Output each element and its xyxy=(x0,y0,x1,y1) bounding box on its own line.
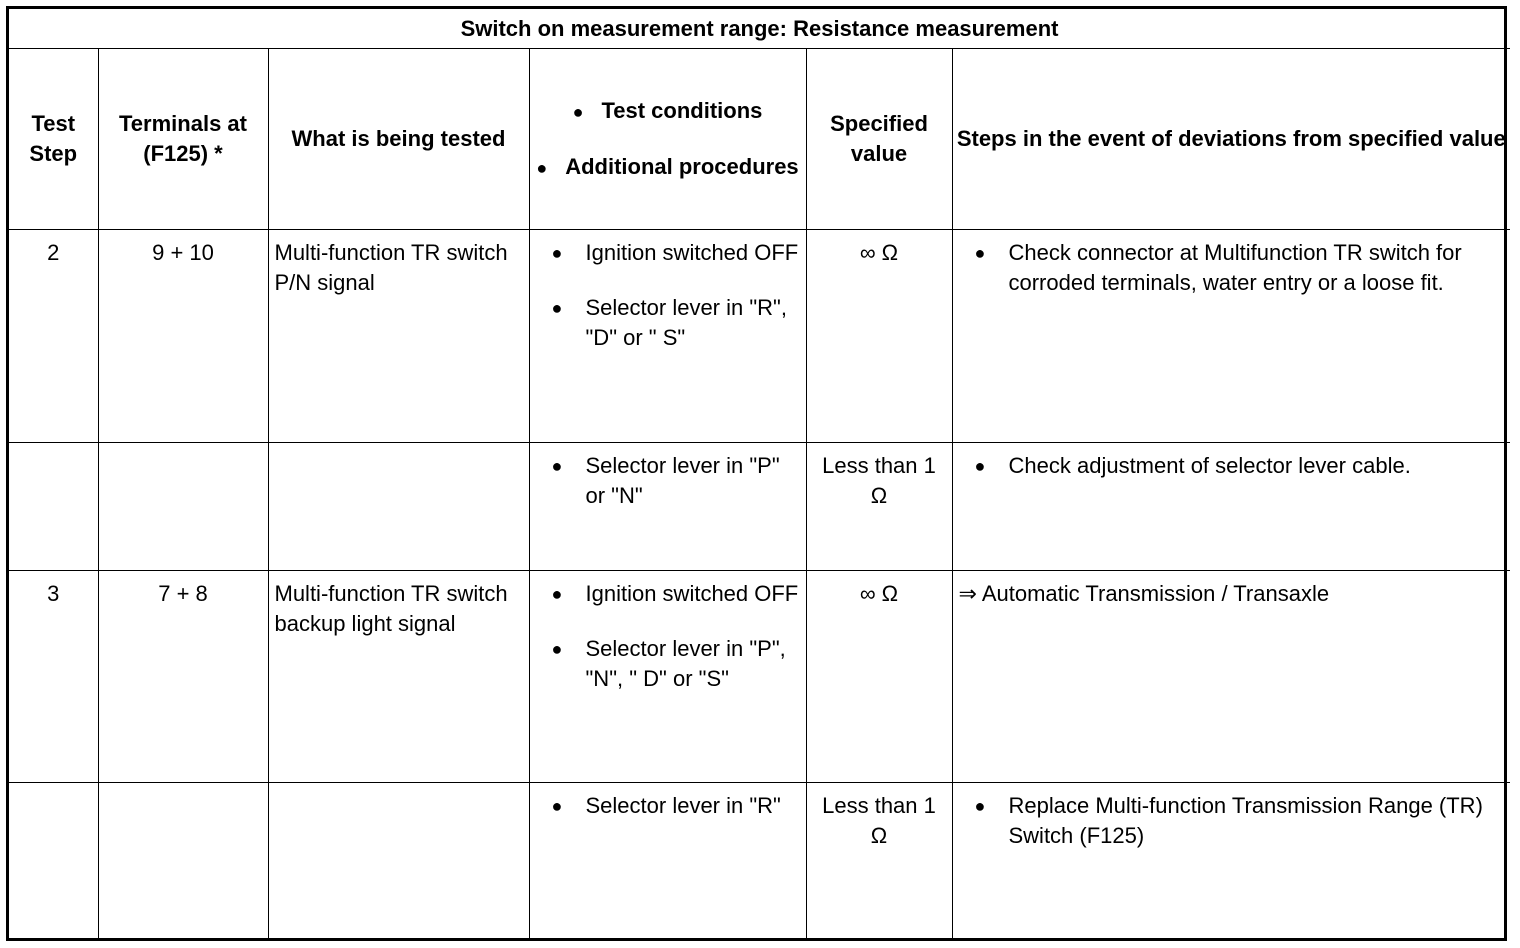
cell-value: ∞ Ω xyxy=(859,240,899,265)
header-steps-deviation: Steps in the event of deviations from specified value xyxy=(952,49,1510,230)
header-specified-value: Specified value xyxy=(806,49,952,230)
cell-value: Less than 1 Ω xyxy=(822,453,936,508)
cell-step xyxy=(9,783,98,791)
condition-item: ● Selector lever in "P" or "N" xyxy=(536,451,800,511)
header-row xyxy=(9,49,1510,230)
condition-item: ● Ignition switched OFF xyxy=(536,238,800,268)
step-item: ● Replace Multi-function Transmission Range (TR) Switch (F125) xyxy=(959,791,1505,851)
cell-terminals xyxy=(99,783,268,791)
cell-tested: Multi-function TR switch P/N signal xyxy=(274,240,508,295)
table-row xyxy=(9,443,1510,571)
cell-step xyxy=(9,443,98,451)
bullet-icon: ● xyxy=(536,157,548,178)
step-item: ● Check connector at Multifunction TR switch for corroded terminals, water entry or a loose fit. xyxy=(959,238,1505,298)
condition-item: ● Selector lever in "P", "N", " D" or "S" xyxy=(536,634,800,694)
cell-step: 2 xyxy=(47,240,60,265)
cell-tested: Multi-function TR switch backup light signal xyxy=(274,581,508,636)
cell-value: Less than 1 Ω xyxy=(822,793,936,848)
condition-item: ● Selector lever in "R" xyxy=(536,791,800,821)
table-row xyxy=(9,783,1510,941)
bullet-icon: ● xyxy=(572,101,584,122)
cell-tested xyxy=(269,443,529,451)
step-item: ● Check adjustment of selector lever cable. xyxy=(959,451,1505,481)
test-table-frame xyxy=(6,6,1507,941)
header-test-conditions: Test conditions xyxy=(601,97,763,123)
header-additional-procedures: Additional procedures xyxy=(565,153,799,179)
condition-item: ● Selector lever in "R", "D" or " S" xyxy=(536,293,800,353)
header-terminals: Terminals at (F125) * xyxy=(98,49,268,230)
resistance-test-table xyxy=(9,9,1510,940)
cell-terminals: 9 + 10 xyxy=(152,240,214,265)
table-row xyxy=(9,230,1510,443)
table-row xyxy=(9,571,1510,783)
condition-item: ● Ignition switched OFF xyxy=(536,579,800,609)
cell-terminals: 7 + 8 xyxy=(158,581,208,606)
cell-step: 3 xyxy=(47,581,60,606)
cell-value: ∞ Ω xyxy=(859,581,899,606)
cell-steps-ref[interactable]: ⇒ Automatic Transmission / Transaxle xyxy=(958,581,1330,606)
header-conditions xyxy=(529,49,806,230)
header-what-tested: What is being tested xyxy=(268,49,529,230)
header-test-step: Test Step xyxy=(9,49,98,230)
table-title: Switch on measurement range: Resistance measurement xyxy=(9,9,1510,49)
cell-terminals xyxy=(99,443,268,451)
cell-tested xyxy=(269,783,529,791)
